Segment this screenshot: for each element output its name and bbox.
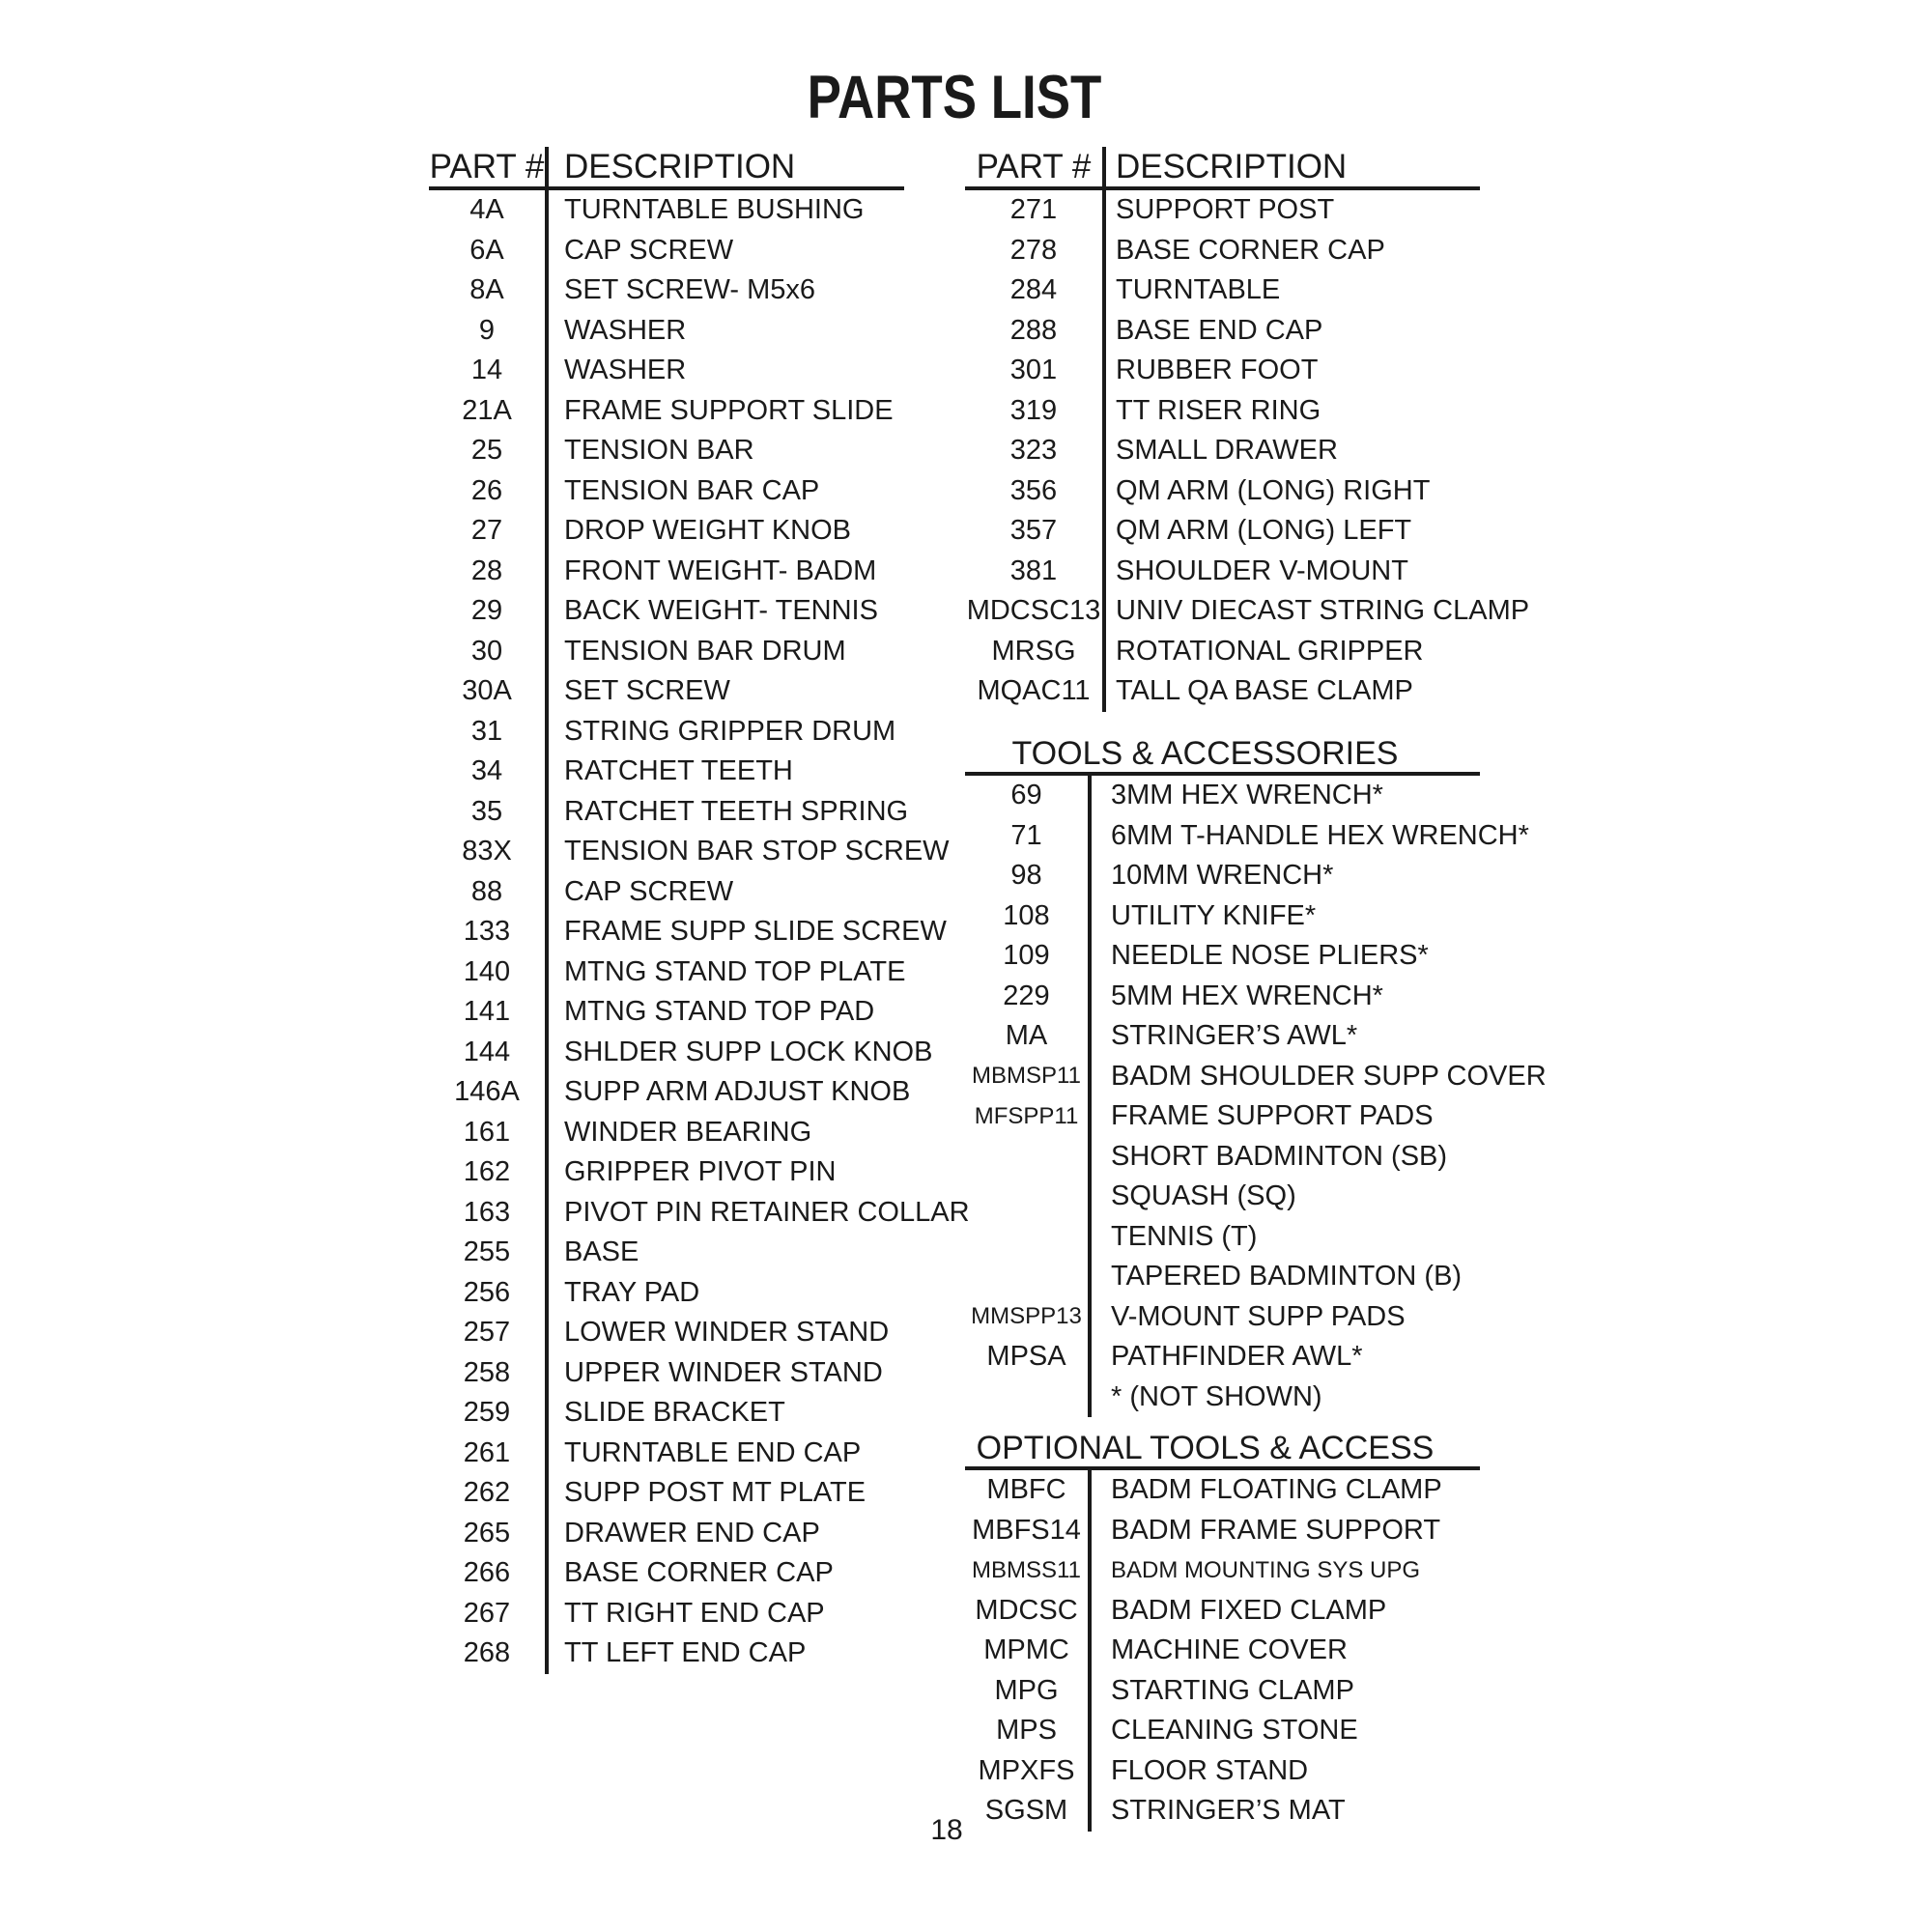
table-row	[429, 391, 904, 432]
part-number-cell: 258	[429, 1353, 549, 1394]
table-row	[429, 190, 904, 231]
part-number-cell: MBFS14	[965, 1511, 1092, 1551]
table-row	[429, 792, 909, 833]
optional-tools-heading: OPTIONAL TOOLS & ACCESS	[965, 1419, 1480, 1470]
description-cell: RATCHET TEETH	[564, 755, 793, 787]
table-row	[429, 1233, 904, 1273]
description-cell: TENNIS (T)	[1111, 1220, 1258, 1252]
part-number-cell: 262	[429, 1473, 549, 1514]
part-number-cell: 71	[965, 816, 1092, 857]
description-cell: BADM FRAME SUPPORT	[1111, 1514, 1441, 1546]
part-number-cell: SGSM	[965, 1791, 1092, 1832]
table-row	[429, 1033, 933, 1073]
table-row	[965, 816, 1529, 857]
part-number-cell: MPG	[965, 1671, 1092, 1712]
table-row	[429, 471, 904, 512]
part-number-cell: 9	[429, 311, 549, 352]
description-cell: CAP SCREW	[564, 875, 734, 907]
description-cell: SMALL DRAWER	[1116, 435, 1338, 467]
part-number-cell: MBFC	[965, 1470, 1092, 1511]
table-row	[429, 270, 904, 311]
part-number-cell: 229	[965, 977, 1092, 1017]
description-cell: SUPP ARM ADJUST KNOB	[564, 1076, 911, 1108]
table-row	[965, 632, 1480, 672]
description-cell: V-MOUNT SUPP PADS	[1111, 1300, 1406, 1332]
description-cell: SHORT BADMINTON (SB)	[1111, 1140, 1448, 1172]
part-number-cell: 163	[429, 1193, 549, 1234]
table-row	[429, 992, 904, 1033]
part-number-cell: 108	[965, 896, 1092, 937]
description-cell: BASE CORNER CAP	[1116, 234, 1385, 266]
part-number-cell: 14	[429, 351, 549, 391]
table-row	[429, 1072, 911, 1113]
table-row	[429, 351, 904, 391]
table-row	[429, 1152, 904, 1193]
description-cell: SUPP POST MT PLATE	[564, 1477, 867, 1509]
part-number-cell: 83X	[429, 832, 549, 872]
description-cell: FRAME SUPP SLIDE SCREW	[564, 916, 947, 948]
table-row	[965, 351, 1480, 391]
part-number-cell: MBMSS11	[965, 1550, 1092, 1591]
table-row	[965, 977, 1480, 1017]
description-cell: 5MM HEX WRENCH*	[1111, 980, 1383, 1011]
table-row	[429, 552, 904, 592]
part-number-cell: 381	[965, 552, 1106, 592]
description-cell: TURNTABLE	[1116, 274, 1281, 306]
part-number-cell: 69	[965, 776, 1092, 816]
optional-table-body	[965, 1470, 1480, 1832]
table-row	[965, 391, 1480, 432]
part-number-cell: 259	[429, 1393, 549, 1434]
table-row	[429, 1634, 904, 1674]
table-row	[429, 1594, 904, 1634]
table-row	[429, 752, 904, 792]
description-cell: 3MM HEX WRENCH*	[1111, 780, 1383, 811]
part-number-cell: 26	[429, 471, 549, 512]
description-cell: WINDER BEARING	[564, 1116, 812, 1148]
part-number-cell: 278	[965, 231, 1106, 271]
description-cell: SET SCREW- M5x6	[564, 274, 815, 306]
table-row	[965, 1137, 1480, 1178]
part-number-cell: 98	[965, 856, 1092, 896]
description-cell: UTILITY KNIFE*	[1111, 899, 1317, 931]
description-cell: QM ARM (LONG) LEFT	[1116, 515, 1412, 547]
part-number-cell: MPSA	[965, 1337, 1092, 1378]
part-number-cell: 288	[965, 311, 1106, 352]
table-row	[965, 1057, 1547, 1097]
table-row	[429, 712, 904, 753]
part-number-cell: 268	[429, 1634, 549, 1674]
description-cell: TENSION BAR DRUM	[564, 635, 846, 667]
table-row	[965, 1511, 1480, 1551]
table-row	[965, 1257, 1480, 1297]
description-cell: SUPPORT POST	[1116, 194, 1335, 226]
table-row	[429, 1193, 970, 1234]
description-cell: LOWER WINDER STAND	[564, 1317, 890, 1349]
description-cell: RUBBER FOOT	[1116, 355, 1319, 386]
tools-accessories-heading: TOOLS & ACCESSORIES	[965, 724, 1480, 776]
table-row	[429, 912, 947, 952]
description-cell: MTNG STAND TOP PLATE	[564, 955, 906, 987]
part-number-cell: 28	[429, 552, 549, 592]
table-row	[429, 231, 904, 271]
part-number-cell: 146A	[429, 1072, 549, 1113]
table-row	[965, 1751, 1480, 1792]
table-row	[429, 591, 904, 632]
description-cell: BASE END CAP	[1116, 314, 1323, 346]
table-row	[429, 872, 904, 913]
table-row	[965, 1177, 1480, 1217]
description-cell: GRIPPER PIVOT PIN	[564, 1156, 837, 1188]
description-cell: CAP SCREW	[564, 234, 734, 266]
table-row	[429, 671, 904, 712]
table-row	[965, 1096, 1480, 1137]
left-table-body	[429, 190, 970, 1674]
table-row	[429, 1313, 904, 1353]
part-number-cell	[965, 1217, 1092, 1258]
description-cell: TT RIGHT END CAP	[564, 1597, 825, 1629]
right-table-body	[965, 190, 1530, 712]
table-row	[429, 952, 904, 993]
part-number-cell: 21A	[429, 391, 549, 432]
part-number-cell: 162	[429, 1152, 549, 1193]
description-cell: TAPERED BADMINTON (B)	[1111, 1261, 1463, 1293]
table-row	[965, 1591, 1480, 1632]
page-number: 18	[930, 1814, 963, 1846]
description-cell: TT LEFT END CAP	[564, 1637, 807, 1669]
description-cell: TENSION BAR STOP SCREW	[564, 836, 950, 867]
table-row	[965, 231, 1480, 271]
table-row	[965, 311, 1480, 352]
part-number-header: PART #	[965, 147, 1106, 186]
description-cell: MACHINE COVER	[1111, 1634, 1348, 1666]
description-cell: UNIV DIECAST STRING CLAMP	[1116, 595, 1530, 627]
description-cell: * (NOT SHOWN)	[1111, 1380, 1322, 1412]
table-row	[965, 1791, 1480, 1832]
table-row	[965, 936, 1480, 977]
part-number-cell: 261	[429, 1434, 549, 1474]
description-cell: ROTATIONAL GRIPPER	[1116, 635, 1424, 667]
part-number-cell: 265	[429, 1514, 549, 1554]
description-cell: SQUASH (SQ)	[1111, 1180, 1296, 1212]
part-number-cell: MPS	[965, 1711, 1092, 1751]
part-number-cell: 319	[965, 391, 1106, 432]
table-row	[965, 1550, 1480, 1591]
part-number-cell: MDCSC	[965, 1591, 1092, 1632]
description-cell: SLIDE BRACKET	[564, 1397, 785, 1429]
description-cell: FRONT WEIGHT- BADM	[564, 554, 877, 586]
table-row	[965, 671, 1480, 712]
part-number-cell: 284	[965, 270, 1106, 311]
description-cell: WASHER	[564, 314, 687, 346]
description-cell: STRING GRIPPER DRUM	[564, 715, 896, 747]
part-number-cell: 357	[965, 511, 1106, 552]
description-cell: DROP WEIGHT KNOB	[564, 515, 852, 547]
part-number-cell: 144	[429, 1033, 549, 1073]
optional-tools-section	[965, 1419, 1480, 1832]
part-number-cell: MMSPP13	[965, 1297, 1092, 1338]
table-row	[429, 1434, 904, 1474]
table-row	[965, 1217, 1480, 1258]
part-number-cell: MQAC11	[965, 671, 1106, 712]
part-number-cell: 271	[965, 190, 1106, 231]
table-row	[965, 552, 1480, 592]
description-header: DESCRIPTION	[1116, 147, 1348, 185]
table-row	[429, 1514, 904, 1554]
description-cell: TURNTABLE BUSHING	[564, 194, 865, 226]
tools-table-body	[965, 776, 1547, 1417]
part-number-cell	[965, 1257, 1092, 1297]
table-row	[429, 1353, 904, 1394]
table-row	[429, 431, 904, 471]
table-row	[965, 1671, 1480, 1712]
description-cell: BASE CORNER CAP	[564, 1557, 834, 1589]
description-cell: BADM FLOATING CLAMP	[1111, 1474, 1442, 1506]
part-number-cell: 256	[429, 1273, 549, 1314]
tools-accessories-section	[965, 724, 1547, 1417]
table-row	[965, 1711, 1480, 1751]
part-number-cell: 109	[965, 936, 1092, 977]
table-row	[965, 471, 1480, 512]
part-number-cell: 267	[429, 1594, 549, 1634]
table-row	[965, 1470, 1480, 1511]
description-cell: PIVOT PIN RETAINER COLLAR	[564, 1196, 970, 1228]
description-cell: UPPER WINDER STAND	[564, 1356, 883, 1388]
description-cell: NEEDLE NOSE PLIERS*	[1111, 940, 1429, 972]
description-cell: CLEANING STONE	[1111, 1715, 1358, 1747]
part-number-cell: 34	[429, 752, 549, 792]
table-row	[965, 591, 1530, 632]
table-row	[965, 1016, 1480, 1057]
description-cell: STRINGER’S AWL*	[1111, 1020, 1358, 1052]
table-row	[965, 1297, 1480, 1338]
part-number-cell: MRSG	[965, 632, 1106, 672]
table-row	[965, 776, 1480, 816]
description-cell: TT RISER RING	[1116, 394, 1321, 426]
description-cell: SHLDER SUPP LOCK KNOB	[564, 1036, 933, 1067]
table-row	[429, 1553, 904, 1594]
table-row	[965, 190, 1480, 231]
description-cell: BADM SHOULDER SUPP COVER	[1111, 1060, 1547, 1092]
description-cell: TENSION BAR	[564, 435, 754, 467]
table-row	[965, 856, 1480, 896]
part-number-cell: MPXFS	[965, 1751, 1092, 1792]
table-row	[429, 511, 904, 552]
part-number-cell: 141	[429, 992, 549, 1033]
part-number-cell: 257	[429, 1313, 549, 1353]
table-row	[429, 832, 950, 872]
table-row	[429, 1473, 904, 1514]
part-number-cell: 356	[965, 471, 1106, 512]
description-cell: RATCHET TEETH SPRING	[564, 795, 909, 827]
part-number-cell: 29	[429, 591, 549, 632]
part-number-cell: 27	[429, 511, 549, 552]
description-cell: 10MM WRENCH*	[1111, 860, 1334, 892]
part-number-cell	[965, 1177, 1092, 1217]
part-number-cell: 31	[429, 712, 549, 753]
table-row	[965, 1378, 1480, 1418]
left-table-header	[429, 147, 904, 190]
part-number-cell: 323	[965, 431, 1106, 471]
table-row	[965, 511, 1480, 552]
table-row	[965, 896, 1480, 937]
description-cell: BASE	[564, 1236, 639, 1268]
description-cell: MTNG STAND TOP PAD	[564, 996, 875, 1028]
part-number-cell: 30A	[429, 671, 549, 712]
part-number-cell: 4A	[429, 190, 549, 231]
left-parts-table	[429, 147, 970, 1674]
part-number-cell: 6A	[429, 231, 549, 271]
part-number-cell: 133	[429, 912, 549, 952]
page-title: PARTS LIST	[807, 64, 1102, 131]
part-number-cell: 25	[429, 431, 549, 471]
table-row	[429, 1393, 904, 1434]
description-cell: DRAWER END CAP	[564, 1517, 820, 1548]
part-number-cell: MBMSP11	[965, 1057, 1092, 1097]
part-number-cell: MA	[965, 1016, 1092, 1057]
description-cell: QM ARM (LONG) RIGHT	[1116, 474, 1431, 506]
table-row	[429, 311, 904, 352]
part-number-cell	[965, 1378, 1092, 1418]
description-header: DESCRIPTION	[564, 147, 796, 185]
description-cell: FRAME SUPPORT SLIDE	[564, 394, 894, 426]
description-cell: BADM FIXED CLAMP	[1111, 1594, 1387, 1626]
description-cell: TENSION BAR CAP	[564, 474, 820, 506]
description-cell: WASHER	[564, 355, 687, 386]
description-cell: BADM MOUNTING SYS UPG	[1111, 1556, 1421, 1583]
description-cell: SHOULDER V-MOUNT	[1116, 554, 1408, 586]
description-cell: TURNTABLE END CAP	[564, 1436, 862, 1468]
description-cell: TRAY PAD	[564, 1276, 700, 1308]
table-row	[965, 270, 1480, 311]
description-cell: BACK WEIGHT- TENNIS	[564, 595, 878, 627]
part-number-cell: 8A	[429, 270, 549, 311]
description-cell: FRAME SUPPORT PADS	[1111, 1100, 1434, 1132]
table-row	[965, 1631, 1480, 1671]
part-number-cell: MFSPP11	[965, 1096, 1092, 1137]
description-cell: 6MM T-HANDLE HEX WRENCH*	[1111, 819, 1529, 851]
part-number-cell: 30	[429, 632, 549, 672]
part-number-cell: 88	[429, 872, 549, 913]
part-number-cell: 35	[429, 792, 549, 833]
part-number-cell: 255	[429, 1233, 549, 1273]
description-cell: PATHFINDER AWL*	[1111, 1341, 1363, 1373]
part-number-header: PART #	[429, 147, 549, 186]
part-number-cell: MDCSC13	[965, 591, 1106, 632]
part-number-cell: 266	[429, 1553, 549, 1594]
description-cell: FLOOR STAND	[1111, 1754, 1309, 1786]
description-cell: STRINGER’S MAT	[1111, 1795, 1346, 1827]
part-number-cell	[965, 1137, 1092, 1178]
table-row	[965, 1337, 1480, 1378]
part-number-cell: 140	[429, 952, 549, 993]
description-cell: TALL QA BASE CLAMP	[1116, 675, 1413, 707]
table-row	[429, 1273, 904, 1314]
table-row	[965, 431, 1480, 471]
part-number-cell: 161	[429, 1113, 549, 1153]
table-row	[429, 632, 904, 672]
table-row	[429, 1113, 904, 1153]
description-cell: STARTING CLAMP	[1111, 1674, 1354, 1706]
part-number-cell: MPMC	[965, 1631, 1092, 1671]
part-number-cell: 301	[965, 351, 1106, 391]
right-table-header	[965, 147, 1480, 190]
right-parts-table	[965, 147, 1530, 712]
description-cell: SET SCREW	[564, 675, 730, 707]
